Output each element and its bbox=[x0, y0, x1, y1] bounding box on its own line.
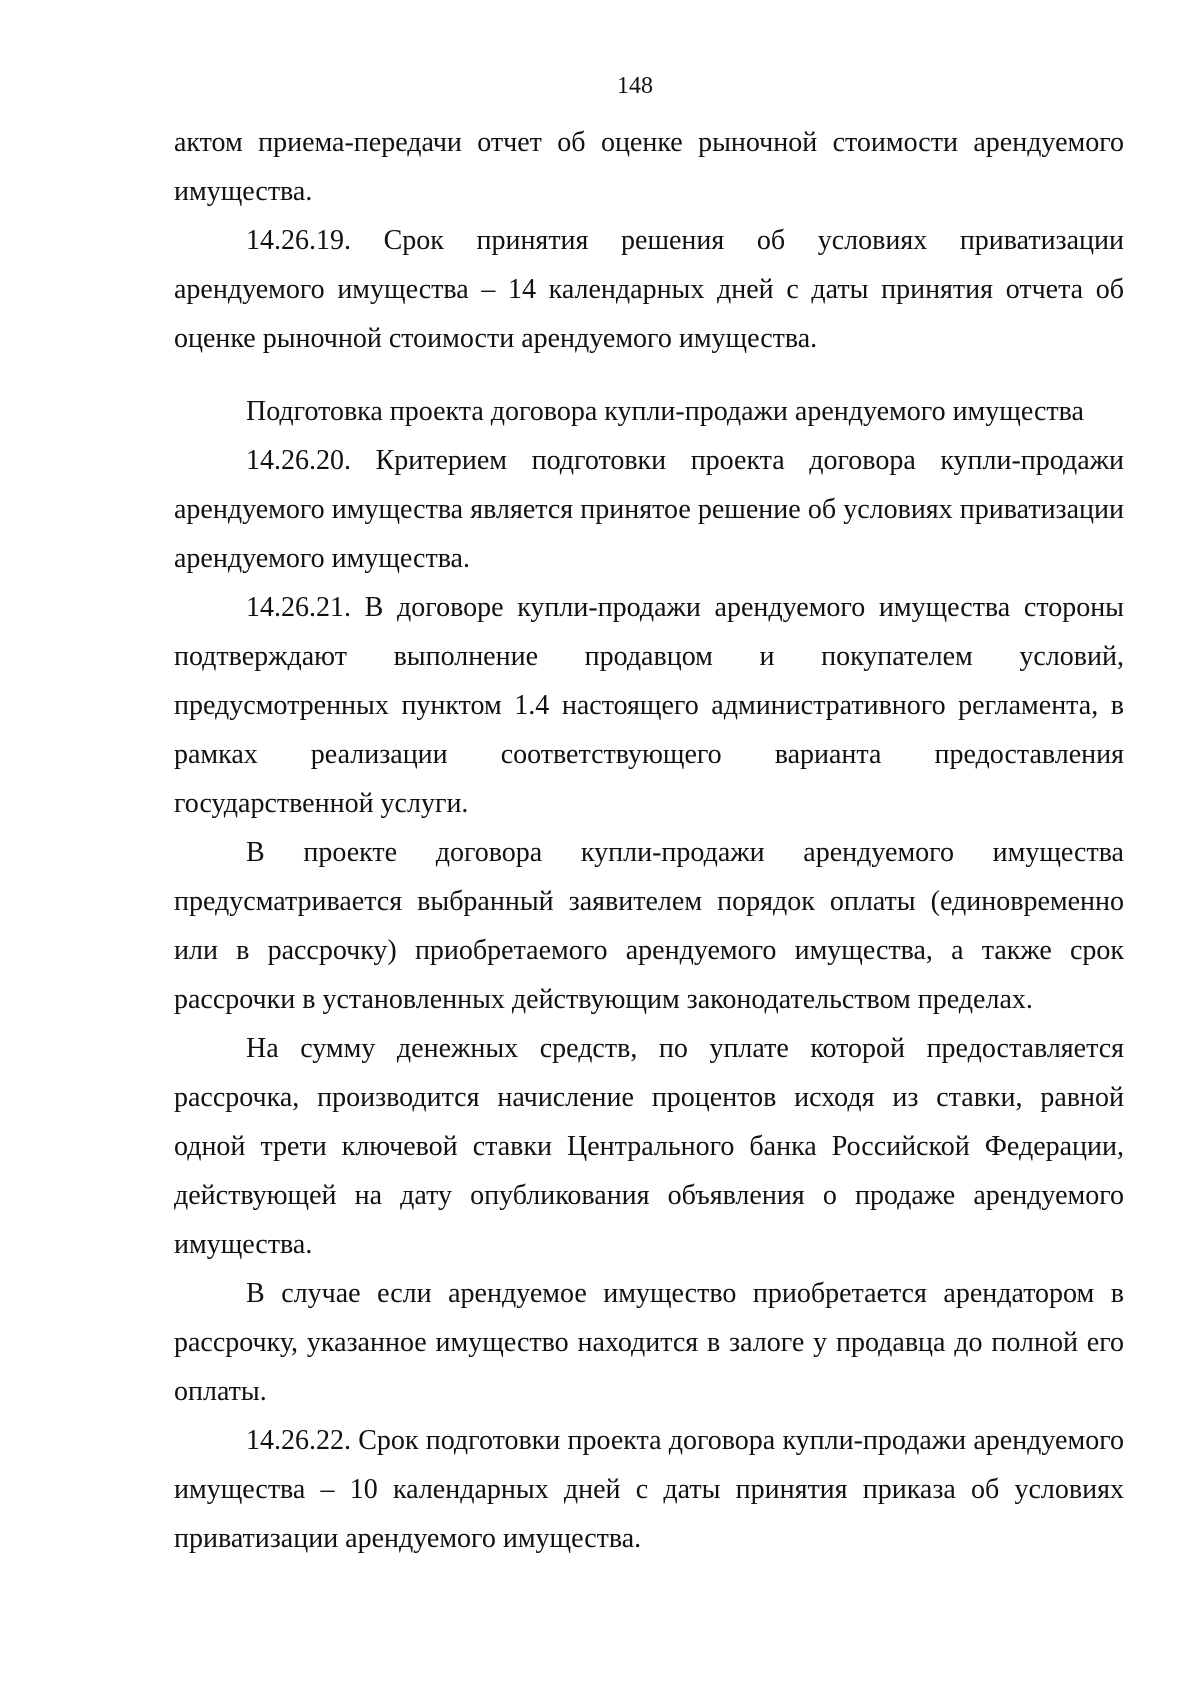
section-heading: Подготовка проекта договора купли-продажи арендуемого имущества bbox=[246, 396, 1084, 427]
document-body bbox=[174, 118, 1124, 1563]
paragraph-continuation: актом приема-передачи отчет об оценке рыночной стоимости арендуемого имущества. bbox=[174, 127, 1124, 207]
paragraph-14-26-21: 14.26.21. В договоре купли-продажи арендуемого имущества стороны подтверждают выполнение продавцом и покупателем условий, предусмотренных пунктом 1.4 настоящего административного регламента, в рамках реализации соответствующего варианта предоставления государственной услуги. bbox=[174, 592, 1124, 819]
paragraph-payment-order: В проекте договора купли-продажи арендуемого имущества предусматривается выбранный заявителем порядок оплаты (единовременно или в рассрочку) приобретаемого арендуемого имущества, а также срок рассрочки в установленных действующим законодательством пределах. bbox=[174, 837, 1124, 1015]
page-number: 148 bbox=[617, 73, 653, 99]
paragraph-interest: На сумму денежных средств, по уплате которой предоставляется рассрочка, производится начисление процентов исходя из ставки, равной одной трети ключевой ставки Центрального банка Российской Федерации, действующей на дату опубликования объявления о продаже арендуемого имущества. bbox=[174, 1033, 1124, 1260]
paragraph-14-26-20: 14.26.20. Критерием подготовки проекта договора купли-продажи арендуемого имущества является принятое решение об условиях приватизации арендуемого имущества. bbox=[174, 445, 1124, 574]
paragraph-14-26-22: 14.26.22. Срок подготовки проекта договора купли-продажи арендуемого имущества – 10 календарных дней с даты принятия приказа об условиях приватизации арендуемого имущества. bbox=[174, 1425, 1124, 1554]
paragraph-14-26-19: 14.26.19. Срок принятия решения об условиях приватизации арендуемого имущества – 14 календарных дней с даты принятия отчета об оценке рыночной стоимости арендуемого имущества. bbox=[174, 225, 1124, 354]
paragraph-pledge: В случае если арендуемое имущество приобретается арендатором в рассрочку, указанное имущество находится в залоге у продавца до полной его оплаты. bbox=[174, 1278, 1124, 1407]
